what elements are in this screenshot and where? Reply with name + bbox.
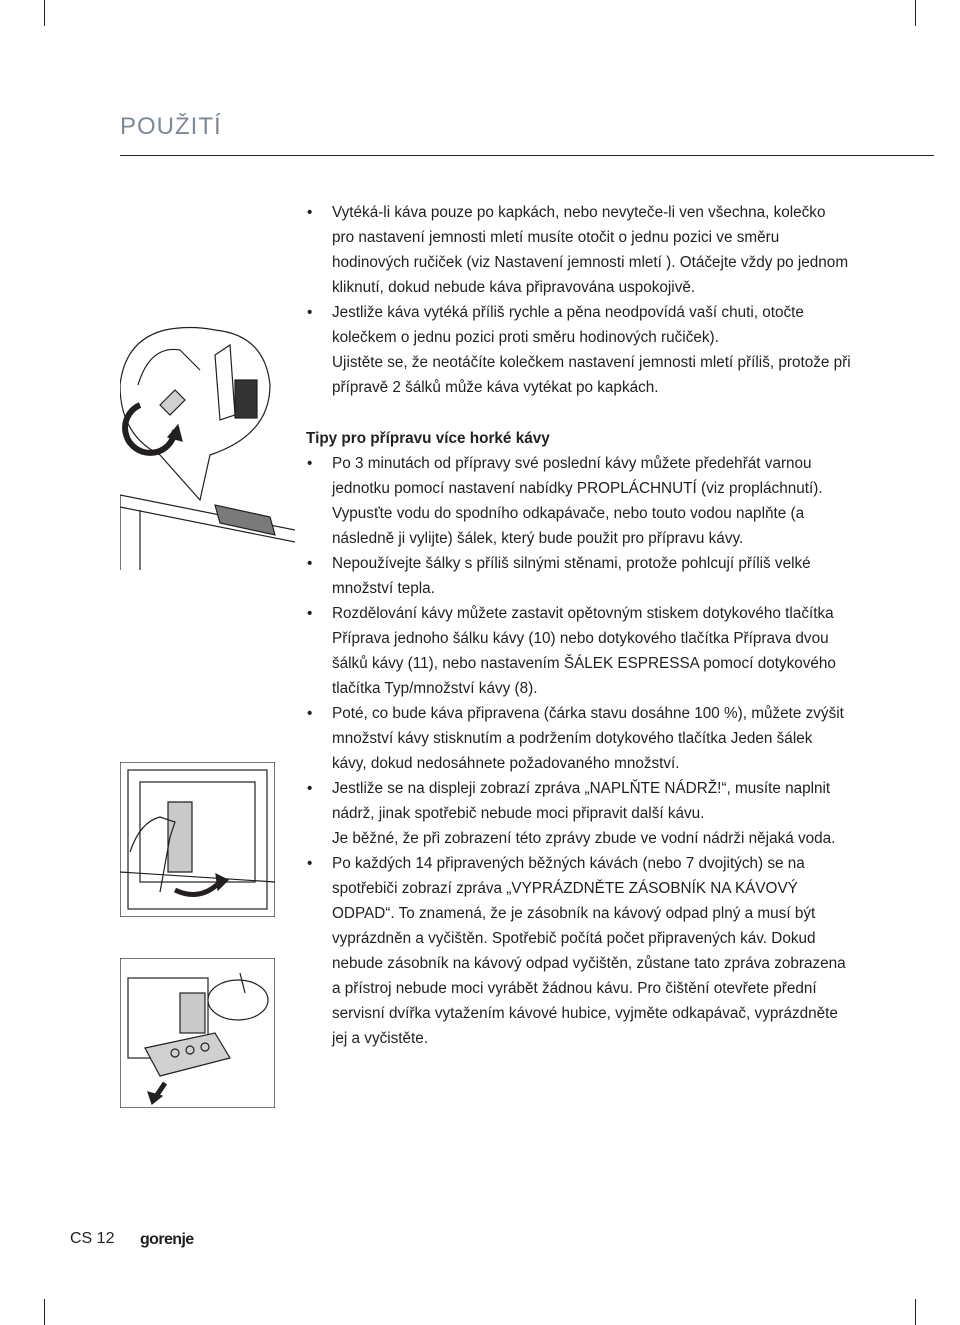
bullet-item: • Jestliže káva vytéká příliš rychle a pěna neodpovídá vaší chuti, otočte kolečkem o jednu pozici proti směru hodinových ručiček).: [306, 300, 851, 350]
bullet-item: • Po 3 minutách od přípravy své poslední kávy můžete předehřát varnou jednotku pomocí nastavení nabídky PROPLÁCHNUTÍ (viz propláchnutí).: [306, 451, 851, 501]
bullet-item: • Nepoužívejte šálky s příliš silnými stěnami, protože pohlcují příliš velké množství tepla.: [306, 551, 851, 601]
bullet-continuation: Vypusťte vodu do spodního odkapávače, nebo touto vodou naplňte (a následně ji vylijte) šálek, který bude použit pro přípravu kávy.: [332, 505, 805, 547]
bullet-continuation: Ujistěte se, že neotáčíte kolečkem nastavení jemnosti mletí příliš, protože při přípravě 2 šálků může káva vytékat po kapkách.: [332, 354, 851, 396]
coffee-spout-illustration: [120, 762, 275, 917]
crop-mark: [44, 0, 45, 26]
bullet-continuation: Je běžné, že při zobrazení této zprávy zbude ve vodní nádrži nějaká voda.: [332, 830, 836, 847]
bullet-item: • Po každých 14 připravených běžných kávách (nebo 7 dvojitých) se na spotřebiči zobrazí zpráva „VYPRÁZDNĚTE ZÁSOBNÍK NA KÁVOVÝ ODPAD“. To znamená, že je zásobník na kávový odpad plný a musí být vyprázdněn a vyčištěn. Spotřebič počítá počet připravených káv. Dokud nebude zásobník na kávový odpad vyčištěn, zůstane tato zpráva zobrazena a přístroj nebude moci vyrábět žádnou kávu. Pro čištění otevřete přední servisní dvířka vytažením kávové hubice, vyjměte odkapávač, vyprázdněte jej a vyčistěte.: [306, 851, 851, 1051]
section-heading: Tipy pro přípravu více horké kávy: [306, 430, 550, 447]
bullet-item: • Poté, co bude káva připravena (čárka stavu dosáhne 100 %), můžete zvýšit množství kávy stisknutím a podržením dotykového tlačítka Jeden šálek kávy, dokud nedosáhnete požadovaného množství.: [306, 701, 851, 776]
crop-mark: [44, 1299, 45, 1325]
bullet-item: • Rozdělování kávy můžete zastavit opětovným stiskem dotykového tlačítka Příprava jednoho šálku kávy (10) nebo dotykového tlačítka Příprava dvou šálků kávy (11), nebo nastavením ŠÁLEK ESPRESSA pomocí dotykového tlačítka Typ/množství kávy (8).: [306, 601, 851, 701]
crop-mark: [915, 0, 916, 26]
bullet-item: • Vytéká-li káva pouze po kapkách, nebo nevyteče-li ven všechna, kolečko pro nastavení jemnosti mletí musíte otočit o jednu pozici ve směru hodinových ručiček (viz Nastavení jemnosti mletí ). Otáčejte vždy po jednom kliknutí, dokud nebude káva připravována uspokojivě.: [306, 200, 851, 300]
page-number: CS 12: [70, 1230, 115, 1247]
instructions-text: [306, 200, 851, 1051]
brand-logo: gorenje: [140, 1231, 194, 1248]
crop-mark: [915, 1299, 916, 1325]
section-title: POUŽITÍ: [120, 113, 222, 140]
bullet-item: • Jestliže se na displeji zobrazí zpráva „NAPLŇTE NÁDRŽ!“, musíte naplnit nádrž, jinak spotřebič nebude moci připravit další kávu.: [306, 776, 851, 826]
grinder-dial-illustration: [120, 325, 295, 570]
drip-tray-illustration: [120, 958, 275, 1108]
title-rule: [120, 155, 934, 156]
